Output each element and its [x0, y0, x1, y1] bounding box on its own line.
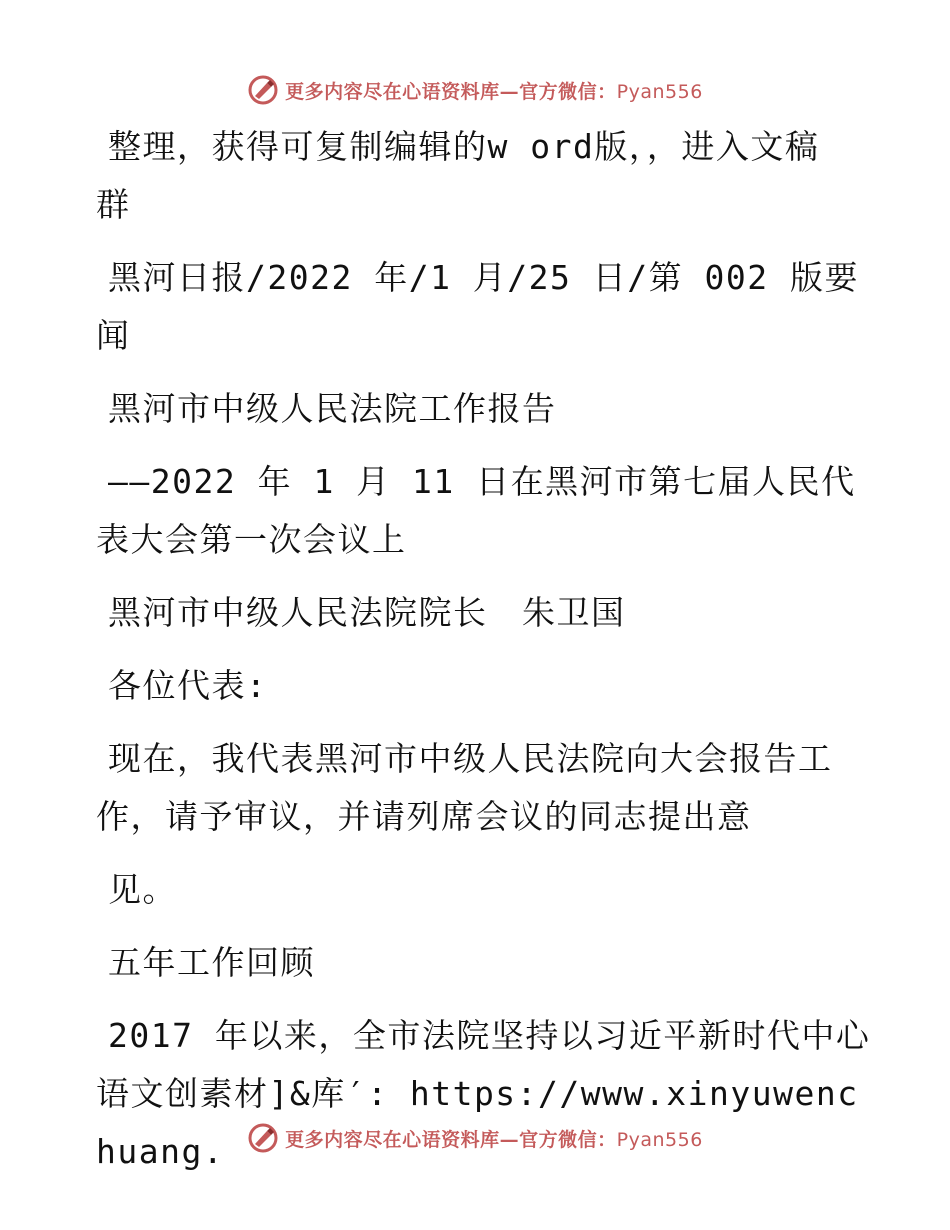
pen-seal-icon	[247, 1122, 279, 1154]
report-subtitle: ——2022 年 1 月 11 日在黑河市第七届人民代 表大会第一次会议上	[96, 462, 856, 559]
body-paragraph: 现在，我代表黑河市中级人民法院向大会报告工 作，请予审议，并请列席会议的同志提出意	[96, 739, 833, 836]
intro-note: 整理，获得可复制编辑的w ord版，，进入文稿 群	[96, 127, 820, 224]
body-paragraph: 见。	[108, 870, 177, 909]
report-title: 黑河市中级人民法院工作报告	[108, 389, 557, 428]
report-author: 黑河市中级人民法院院长 朱卫国	[108, 593, 626, 632]
wechat-id: Pyan556	[616, 80, 703, 103]
banner-text: 更多内容尽在心语资料库—官方微信：Pyan556	[285, 80, 703, 103]
banner-text: 更多内容尽在心语资料库—官方微信：Pyan556	[285, 1128, 703, 1151]
body-paragraph: 2017 年以来，全市法院坚持以习近平新时代中心 语文创素材]&库′: https://www.xinyuwenchuang.	[96, 1016, 871, 1171]
salutation: 各位代表:	[108, 666, 268, 705]
footer-banner	[0, 1118, 950, 1158]
document-body	[96, 118, 876, 1196]
wechat-id: Pyan556	[616, 1128, 703, 1151]
header-banner	[0, 70, 950, 110]
source-line: 黑河日报/2022 年/1 月/25 日/第 002 版要闻	[96, 258, 859, 355]
section-heading: 五年工作回顾	[108, 943, 315, 982]
pen-seal-icon	[247, 74, 279, 106]
